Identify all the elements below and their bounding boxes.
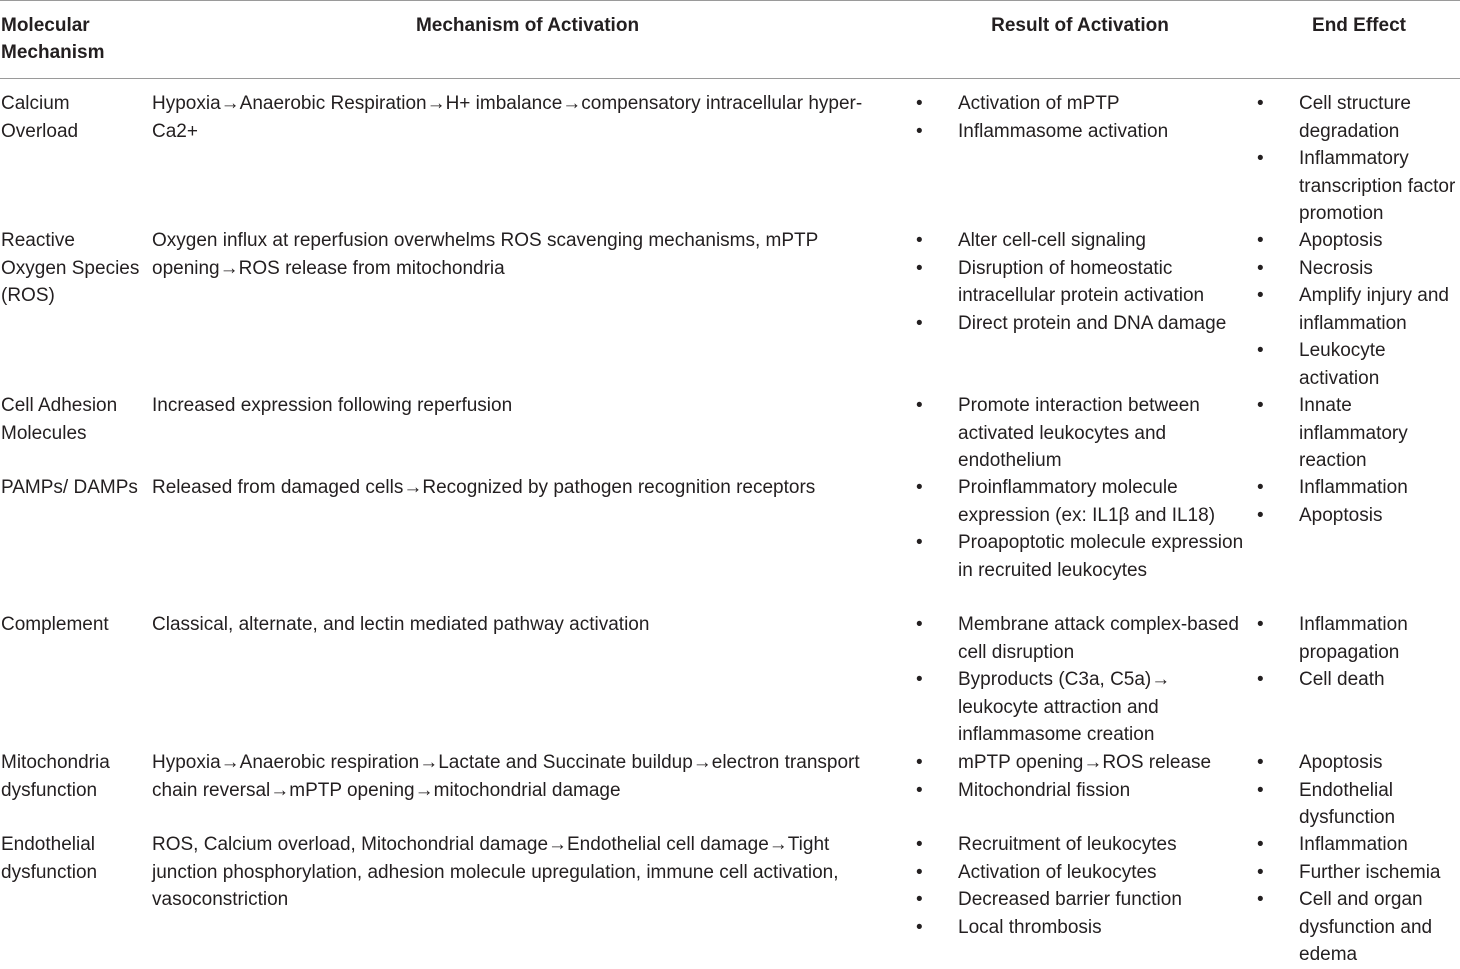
- result-of-activation-cell: [915, 474, 1250, 584]
- bullet-icon: •: [916, 257, 923, 279]
- bullet-icon: •: [1257, 834, 1264, 855]
- bullet-icon: •: [1257, 285, 1264, 306]
- list-item: • mPTP opening→ROS release: [915, 749, 1250, 777]
- list-item: • Byproducts (C3a, C5a)→ leukocyte attraction and inflammasome creation: [915, 666, 1250, 749]
- list-item: • Endothelial dysfunction: [1256, 777, 1460, 832]
- molecular-mechanism-cell: Complement: [1, 614, 109, 635]
- list-item: • Amplify injury and inflammation: [1256, 282, 1460, 337]
- list-item: • Inflammasome activation: [915, 118, 1250, 146]
- table-header: [0, 12, 1460, 79]
- list-item: • Mitochondrial fission: [915, 777, 1250, 805]
- bullet-icon: •: [1257, 230, 1264, 251]
- bullet-icon: •: [1257, 93, 1264, 114]
- end-effect-cell: [1256, 227, 1460, 392]
- bullet-icon: •: [916, 752, 923, 773]
- list-item: • Recruitment of leukocytes: [915, 831, 1250, 859]
- end-effect-cell: [1256, 392, 1460, 475]
- list-item: • Inflammation: [1256, 831, 1460, 859]
- list-item: • Inflammatory transcription factor promotion: [1256, 145, 1460, 228]
- mechanism-of-activation-cell: Hypoxia→Anaerobic Respiration→H+ imbalance→compensatory intracellular hyper-Ca2+: [152, 93, 863, 142]
- list-item: • Decreased barrier function: [915, 886, 1250, 914]
- result-of-activation-cell: [915, 611, 1250, 749]
- list-item: • Inflammation: [1256, 474, 1460, 502]
- bullet-icon: •: [916, 93, 923, 114]
- bullet-icon: •: [916, 312, 923, 334]
- list-item: • Cell structure degradation: [1256, 90, 1460, 145]
- list-item: • Disruption of homeostatic intracellular protein activation: [915, 255, 1250, 310]
- bullet-icon: •: [1257, 257, 1264, 279]
- list-item: • Activation of mPTP: [915, 90, 1250, 118]
- mechanism-of-activation-cell: ROS, Calcium overload, Mitochondrial damage→Endothelial cell damage→Tight junction phosphorylation, adhesion molecule upregulation, immune cell activation, vasoconstriction: [152, 834, 839, 910]
- list-item: • Direct protein and DNA damage: [915, 310, 1250, 338]
- mechanism-of-activation-cell: Oxygen influx at reperfusion overwhelms ROS scavenging mechanisms, mPTP opening→ROS release from mitochondria: [152, 230, 818, 279]
- bullet-icon: •: [1257, 669, 1264, 690]
- list-item: • Leukocyte activation: [1256, 337, 1460, 392]
- bullet-icon: •: [916, 532, 923, 553]
- bullet-icon: •: [916, 477, 923, 498]
- bullet-icon: •: [1257, 861, 1264, 883]
- bullet-icon: •: [1257, 148, 1264, 169]
- mechanism-of-activation-cell: Hypoxia→Anaerobic respiration→Lactate and Succinate buildup→electron transport chain reversal→mPTP opening→mitochondrial damage: [152, 752, 860, 801]
- result-of-activation-cell: [915, 831, 1250, 941]
- bullet-icon: •: [916, 889, 923, 910]
- header-mechanism-of-activation: Mechanism of Activation: [415, 15, 640, 36]
- list-item: • Necrosis: [1256, 255, 1460, 283]
- end-effect-cell: [1256, 474, 1460, 529]
- bullet-icon: •: [1257, 889, 1264, 910]
- bullet-icon: •: [1257, 395, 1264, 416]
- header-molecular-mechanism: Molecular Mechanism: [1, 15, 105, 63]
- result-of-activation-cell: [915, 90, 1250, 145]
- mechanism-of-activation-cell: Classical, alternate, and lectin mediated pathway activation: [152, 614, 650, 635]
- list-item: • Local thrombosis: [915, 914, 1250, 942]
- result-of-activation-cell: [915, 749, 1250, 804]
- bullet-icon: •: [916, 230, 923, 251]
- list-item: • Alter cell-cell signaling: [915, 227, 1250, 255]
- list-item: • Innate inflammatory reaction: [1256, 392, 1460, 475]
- list-item: • Proinflammatory molecule expression (ex: IL1β and IL18): [915, 474, 1250, 529]
- mechanism-of-activation-cell: Increased expression following reperfusion: [152, 395, 513, 416]
- list-item: • Further ischemia: [1256, 859, 1460, 887]
- molecular-mechanism-cell: Calcium Overload: [1, 93, 79, 142]
- bullet-icon: •: [1257, 477, 1264, 498]
- list-item: • Apoptosis: [1256, 227, 1460, 255]
- end-effect-cell: [1256, 90, 1460, 228]
- bullet-icon: •: [916, 669, 923, 690]
- bullet-icon: •: [916, 834, 923, 855]
- bullet-icon: •: [916, 614, 923, 635]
- mechanism-of-activation-cell: Released from damaged cells→Recognized by pathogen recognition receptors: [152, 477, 816, 498]
- bullet-icon: •: [916, 861, 923, 883]
- header-end-effect: End Effect: [1312, 15, 1406, 36]
- list-item: • Promote interaction between activated leukocytes and endothelium: [915, 392, 1250, 475]
- end-effect-cell: [1256, 831, 1460, 969]
- molecular-mechanism-cell: Cell Adhesion Molecules: [1, 395, 118, 444]
- result-of-activation-cell: [915, 227, 1250, 337]
- list-item: • Inflammation propagation: [1256, 611, 1460, 666]
- list-item: • Apoptosis: [1256, 502, 1460, 530]
- bullet-icon: •: [916, 916, 923, 938]
- molecular-mechanism-cell: Reactive Oxygen Species (ROS): [1, 230, 140, 306]
- bullet-icon: •: [916, 120, 923, 142]
- bullet-icon: •: [1257, 752, 1264, 773]
- result-of-activation-cell: [915, 392, 1250, 475]
- list-item: • Cell and organ dysfunction and edema: [1256, 886, 1460, 969]
- end-effect-cell: [1256, 749, 1460, 832]
- molecular-mechanism-cell: Endothelial dysfunction: [1, 834, 98, 883]
- bullet-icon: •: [1257, 340, 1264, 361]
- list-item: • Proapoptotic molecule expression in recruited leukocytes: [915, 529, 1250, 584]
- list-item: • Membrane attack complex-based cell disruption: [915, 611, 1250, 666]
- bullet-icon: •: [1257, 779, 1264, 801]
- table-top-rule: [0, 0, 1460, 1]
- list-item: • Apoptosis: [1256, 749, 1460, 777]
- bullet-icon: •: [916, 779, 923, 801]
- list-item: • Activation of leukocytes: [915, 859, 1250, 887]
- molecular-mechanism-cell: Mitochondria dysfunction: [1, 752, 110, 801]
- molecular-mechanism-cell: PAMPs/ DAMPs: [1, 477, 138, 498]
- bullet-icon: •: [1257, 614, 1264, 635]
- list-item: • Cell death: [1256, 666, 1460, 694]
- end-effect-cell: [1256, 611, 1460, 694]
- bullet-icon: •: [916, 395, 923, 416]
- bullet-icon: •: [1257, 504, 1264, 526]
- header-result-of-activation: Result of Activation: [991, 15, 1169, 36]
